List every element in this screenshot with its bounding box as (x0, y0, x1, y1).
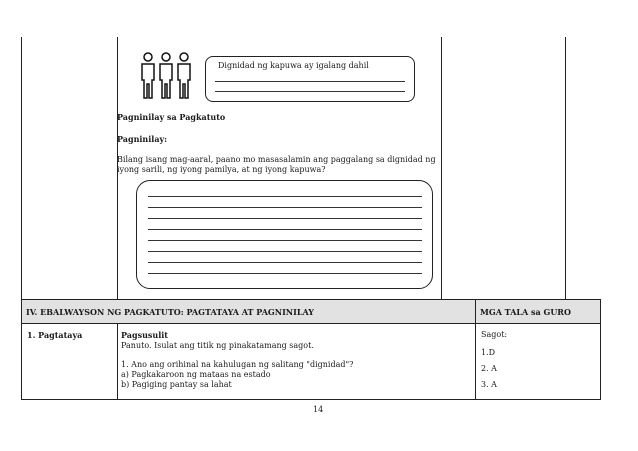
header-divider (475, 299, 476, 324)
writing-line (148, 207, 422, 208)
writing-line (148, 262, 422, 263)
outer-left-border (21, 37, 22, 299)
reflection-question: Bilang isang mag-aaral, paano mo masasalamin ang paggalang sa dignidad ng iyong sarili, ng iyong pamilya, at ng iyong kapuwa? (117, 155, 436, 174)
notes-title: MGA TALA sa GURO (480, 307, 571, 317)
reflection-heading: Pagninilay sa Pagkatuto (117, 112, 226, 122)
choice-a: a) Pagkakaroon ng mataas na estado (121, 370, 271, 379)
body-divider-2 (475, 323, 476, 400)
activity-title: Pagsusulit (121, 330, 168, 340)
writing-line (148, 196, 422, 197)
writing-line (148, 229, 422, 230)
writing-line (148, 251, 422, 252)
notes-column-divider (441, 37, 442, 299)
choice-b: b) Pagiging pantay sa lahat (121, 380, 232, 389)
answer-2: 2. A (481, 364, 497, 373)
writing-line (148, 240, 422, 241)
question: 1. Ano ang orihinal na kahulugan ng salitang "dignidad"? (121, 360, 354, 369)
evaluation-title: IV. EBALWAYSON NG PAGKATUTO: PAGTATAYA AT PAGNINILAY (26, 307, 315, 317)
writing-line (148, 273, 422, 274)
answers-label: Sagot: (481, 330, 508, 339)
reflection-label: Pagninilay: (117, 134, 168, 144)
writing-line (148, 218, 422, 219)
outer-right-border (565, 37, 566, 299)
answer-line (215, 91, 405, 92)
body-divider-1 (117, 323, 118, 400)
dignity-prompt: Dignidad ng kapuwa ay igalang dahil (218, 61, 369, 70)
answer-line (215, 81, 405, 82)
answer-1: 1.D (481, 348, 496, 357)
people-group-icon (138, 50, 194, 102)
section-label: 1. Pagtataya (27, 330, 83, 340)
instructions: Panuto. Isulat ang titik ng pinakatamang sagot. (121, 341, 314, 350)
page-number: 14 (313, 405, 324, 414)
answer-3: 3. A (481, 380, 497, 389)
